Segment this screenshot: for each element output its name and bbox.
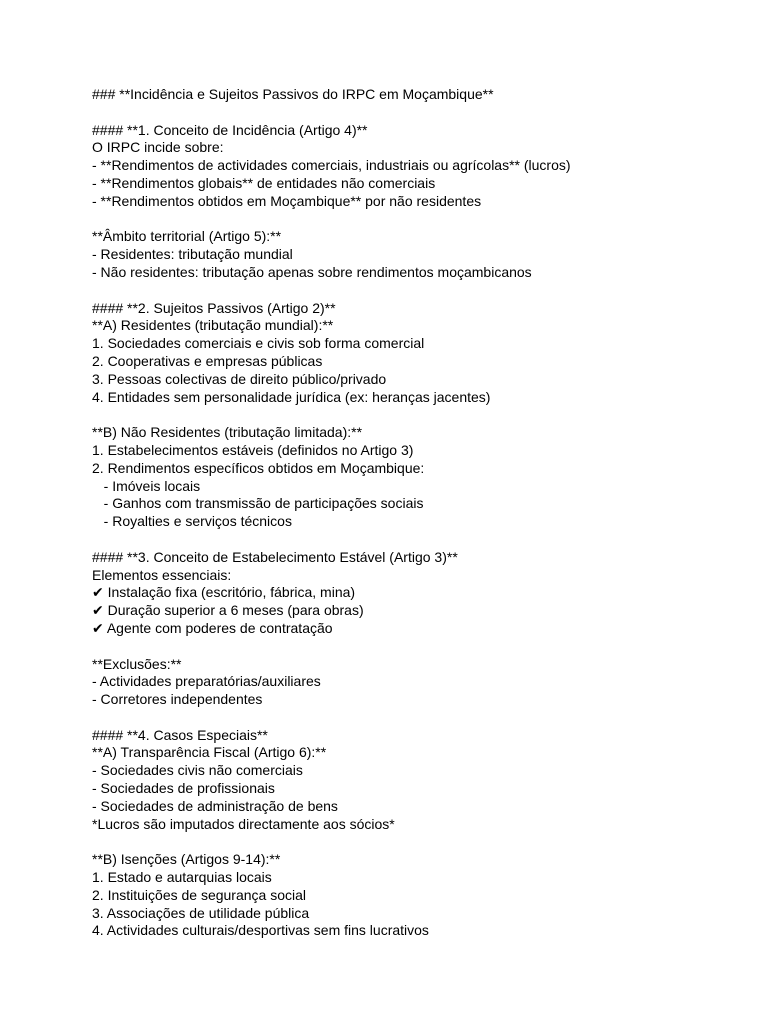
document-line: - Sociedades de profissionais <box>92 780 275 797</box>
document-line: #### **2. Sujeitos Passivos (Artigo 2)** <box>92 299 336 316</box>
document-line: - Imóveis locais <box>92 477 201 494</box>
document-line: - Residentes: tributação mundial <box>92 246 293 263</box>
document-line: **B) Não Residentes (tributação limitada):** <box>92 424 363 441</box>
document-line: ✔ Duração superior a 6 meses (para obras) <box>92 602 364 619</box>
document-line: - Actividades preparatórias/auxiliares <box>92 673 321 690</box>
document-line: 1. Estabelecimentos estáveis (definidos no Artigo 3) <box>92 441 414 458</box>
document-text <box>92 86 752 940</box>
document-line: 4. Actividades culturais/desportivas sem fins lucrativos <box>92 922 429 939</box>
document-line: Elementos essenciais: <box>92 566 232 583</box>
document-line: #### **4. Casos Especiais** <box>92 726 268 743</box>
document-line: - Sociedades civis não comerciais <box>92 762 303 779</box>
document-line: **Exclusões:** <box>92 655 182 672</box>
document-line: - Ganhos com transmissão de participações sociais <box>92 495 424 512</box>
document-line: #### **3. Conceito de Estabelecimento Estável (Artigo 3)** <box>92 548 458 565</box>
document-line: **A) Residentes (tributação mundial):** <box>92 317 334 334</box>
blank-line <box>92 709 752 727</box>
document-line: #### **1. Conceito de Incidência (Artigo 4)** <box>92 121 368 138</box>
blank-line <box>92 531 752 549</box>
document-line: **A) Transparência Fiscal (Artigo 6):** <box>92 744 327 761</box>
document-line: ### **Incidência e Sujeitos Passivos do IRPC em Moçambique** <box>92 86 494 102</box>
blank-line <box>92 282 752 300</box>
document-line: 1. Sociedades comerciais e civis sob forma comercial <box>92 335 425 352</box>
document-line: ✔ Instalação fixa (escritório, fábrica, mina) <box>92 584 356 601</box>
document-line: - Não residentes: tributação apenas sobre rendimentos moçambicanos <box>92 263 532 280</box>
blank-line <box>92 104 752 122</box>
document-line: - Corretores independentes <box>92 691 263 708</box>
blank-line <box>92 638 752 656</box>
blank-line <box>92 211 752 229</box>
document-line: 3. Pessoas colectivas de direito público/privado <box>92 370 387 387</box>
blank-line <box>92 406 752 424</box>
document-line: - **Rendimentos de actividades comerciais, industriais ou agrícolas** (lucros) <box>92 157 571 174</box>
document-line: - **Rendimentos globais** de entidades não comerciais <box>92 174 436 191</box>
document-line: ✔ Agente com poderes de contratação <box>92 619 333 636</box>
document-line: - Royalties e serviços técnicos <box>92 513 292 530</box>
document-line: 2. Cooperativas e empresas públicas <box>92 352 323 369</box>
document-line: 1. Estado e autarquias locais <box>92 869 272 886</box>
document-line: *Lucros são imputados directamente aos sócios* <box>92 815 395 832</box>
document-line: - Sociedades de administração de bens <box>92 797 338 814</box>
document-line: 2. Instituições de segurança social <box>92 886 307 903</box>
document-line: 4. Entidades sem personalidade jurídica (ex: heranças jacentes) <box>92 388 491 405</box>
document-line: **Âmbito territorial (Artigo 5):** <box>92 228 282 245</box>
document-line: O IRPC incide sobre: <box>92 139 224 156</box>
document-line: 3. Associações de utilidade pública <box>92 904 310 921</box>
blank-line <box>92 833 752 851</box>
document-line: **B) Isenções (Artigos 9-14):** <box>92 851 281 868</box>
document-line: - **Rendimentos obtidos em Moçambique** por não residentes <box>92 192 482 209</box>
document-line: 2. Rendimentos específicos obtidos em Moçambique: <box>92 459 425 476</box>
